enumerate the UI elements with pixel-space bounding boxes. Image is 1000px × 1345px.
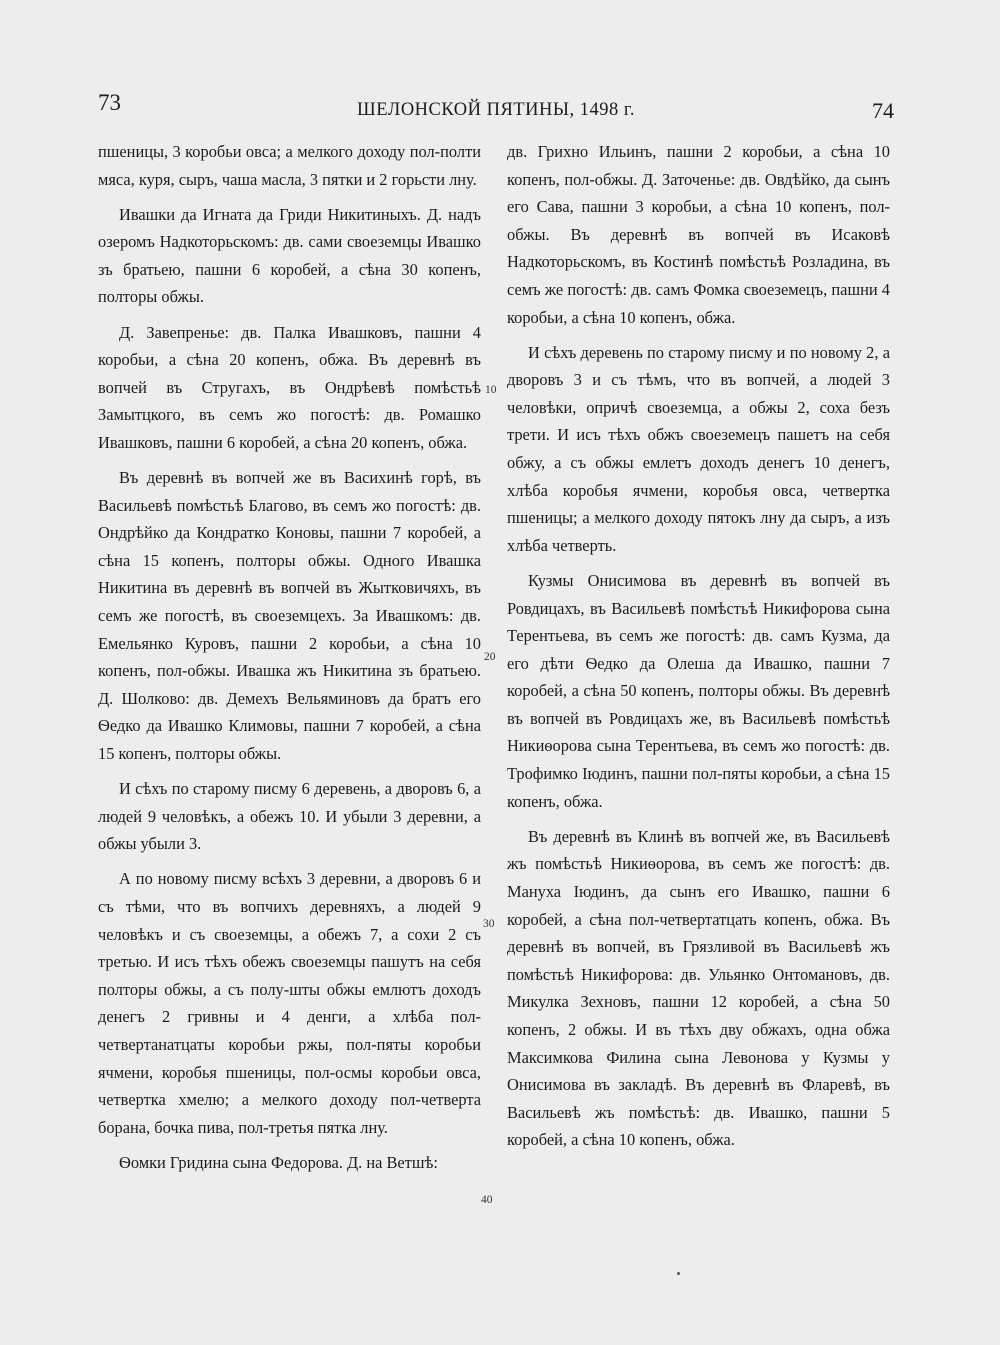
paragraph: Ѳомки Гридина сына Федорова. Д. на Ветшѣ: — [119, 1152, 438, 1172]
paragraph: дв. Грихно Ильинъ, пашни 2 коробьи, а сѣна 10 копенъ, пол-обжы. Д. Заточенье: дв. Овдѣйко, да сынъ его Сава, пашни 3 коробьи, а сѣна 10 копенъ, пол-обжы. Въ деревнѣ въ вопчей въ Исаковѣ Надкоторьскомъ, въ Костинѣ помѣстьѣ Розладина, въ семъ же погостѣ: дв. самъ Фомка своеземецъ, пашни 4 коробьи, а сѣна 10 копенъ, обжа. — [507, 142, 890, 327]
paragraph: пшеницы, 3 коробьи овса; а мелкого доходу пол-полти мяса, куря, сыръ, чаша масла, 3 пятки и 2 горьсти лну. — [98, 142, 481, 189]
left-column — [98, 138, 481, 1184]
line-number: 20 — [484, 651, 496, 663]
right-column — [507, 138, 890, 1161]
paragraph: Въ деревнѣ въ Клинѣ въ вопчей же, въ Васильевѣ жъ помѣстьѣ Никиѳорова, въ семъ же погостѣ: дв. Мануха Іюдинъ, да сынъ его Ивашко, пашни 6 коробей, а сѣна пол-четвертатцать копенъ, обжа. Въ деревнѣ въ вопчей, въ Грязливой въ Васильевѣ жъ помѣстьѣ Никифорова: дв. Ульянко Онтомановъ, дв. Микулка Зехновъ, пашни 12 коробей, а сѣна 50 копенъ, 2 обжы. И въ тѣхъ дву обжахъ, одна обжа Максимкова Филина сына Левонова у Кузмы у Онисимова въ закладѣ. Въ деревнѣ въ Фларевѣ, въ Васильевѣ жъ помѣстьѣ: дв. Ивашко, пашни 5 коробей, а сѣна 10 копенъ, обжа. — [507, 826, 890, 1150]
paragraph: Въ деревнѣ въ вопчей же въ Васихинѣ горѣ, въ Васильевѣ помѣстьѣ Благово, въ семъ жо погостѣ: дв. Ондрѣйко да Кондратко Коновы, пашни 7 коробей, а сѣна 15 копенъ, полторы обжы. Одного Ивашка Никитина въ деревнѣ въ вопчей въ Жытковичяхъ, въ семъ же погостѣ, въ своеземцехъ. За Ивашкомъ: дв. Емельянко Куровъ, пашни 2 коробьи, а сѣна 10 копенъ, пол-обжы. Ивашка жъ Никитина зъ братьею. Д. Шолково: дв. Демехъ Вельяминовъ да братъ его Ѳедко да Ивашко Климовы, пашни 7 коробей, а сѣна 15 копенъ, полторы обжы. — [98, 468, 481, 763]
paragraph: Ивашки да Игната да Гриди Никитиныхъ. Д. надъ озеромъ Надкоторьскомъ: дв. сами своеземцы Ивашко зъ братьею, пашни 6 коробей, а сѣна 30 копенъ, полторы обжы. — [98, 204, 481, 307]
paragraph: А по новому писму всѣхъ 3 деревни, а дворовъ 6 и съ тѣми, что въ вопчихъ деревняхъ, а людей 9 человѣкъ и съ своеземцы, а обежъ 7, а сохи 2 съ третью. И исъ тѣхъ обежъ своеземцы пашутъ на себя полторы обжы, а съ полу-шты обжы емлютъ доходъ денегъ 2 гривны и 4 денги, а хлѣба пол-четвертанатцаты коробьи ржы, пол-пяты коробьи ячмени, коробья пшеницы, пол-осмы коробьи овса, четвертка хмелю; а мелкого доходу пол-четверта борана, бочка пива, пол-третья пятка лну. — [98, 869, 481, 1137]
page-number-right: 74 — [872, 98, 894, 123]
paragraph: И сѣхъ деревень по старому писму и по новому 2, а дворовъ 3 и съ тѣмъ, что въ вопчей, а людей 3 человѣки, опричѣ своеземца, а обжы 2, соха безъ трети. И исъ тѣхъ обжъ своеземецъ пашетъ на себя обжу, а съ обжы емлетъ доходъ денегъ 10 денегъ, хлѣба коробья ячмени, коробья овса, четвертка пшеницы; а мелкого доходу пятокъ лну да сыръ, а изъ хлѣба четверть. — [507, 342, 890, 555]
paragraph: И сѣхъ по старому писму 6 деревень, а дворовъ 6, а людей 9 человѣкъ, а обежъ 10. И убыли 3 деревни, а обжы убыли 3. — [98, 779, 481, 854]
page-header — [96, 90, 896, 130]
running-title: ШЕЛОНСКОЙ ПЯТИНЫ, 1498 г. — [357, 100, 635, 120]
page-number-left: 73 — [98, 90, 121, 115]
line-number: 10 — [485, 384, 497, 396]
paragraph: Кузмы Онисимова въ деревнѣ въ вопчей въ Ровдицахъ, въ Васильевѣ помѣстьѣ Никифорова сына Терентьева, въ семъ же погостѣ: дв. самъ Кузма, да его дѣти Ѳедко да Олеша да Ивашко, пашни 7 коробей, а сѣна 50 копенъ, полторы обжы. Въ деревнѣ въ вопчей въ Ровдицахъ же, въ Васильевѣ помѣстьѣ Никиѳорова сына Терентьева, въ семъ жо погостѣ: дв. Трофимко Іюдинъ, пашни пол-пяты коробьи, а сѣна 15 копенъ, обжа. — [507, 570, 890, 811]
line-number: 30 — [483, 918, 495, 930]
line-number: 40 — [481, 1194, 493, 1206]
print-speck — [677, 1272, 680, 1275]
paragraph: Д. Завепренье: дв. Палка Ивашковъ, пашни 4 коробьи, а сѣна 20 копенъ, обжа. Въ деревнѣ въ вопчей въ Стругахъ, въ Ондрѣевѣ помѣстьѣ Замытцкого, въ семъ жо погостѣ: дв. Ромашко Ивашковъ, пашни 6 коробей, а сѣна 20 копенъ, обжа. — [98, 322, 481, 452]
